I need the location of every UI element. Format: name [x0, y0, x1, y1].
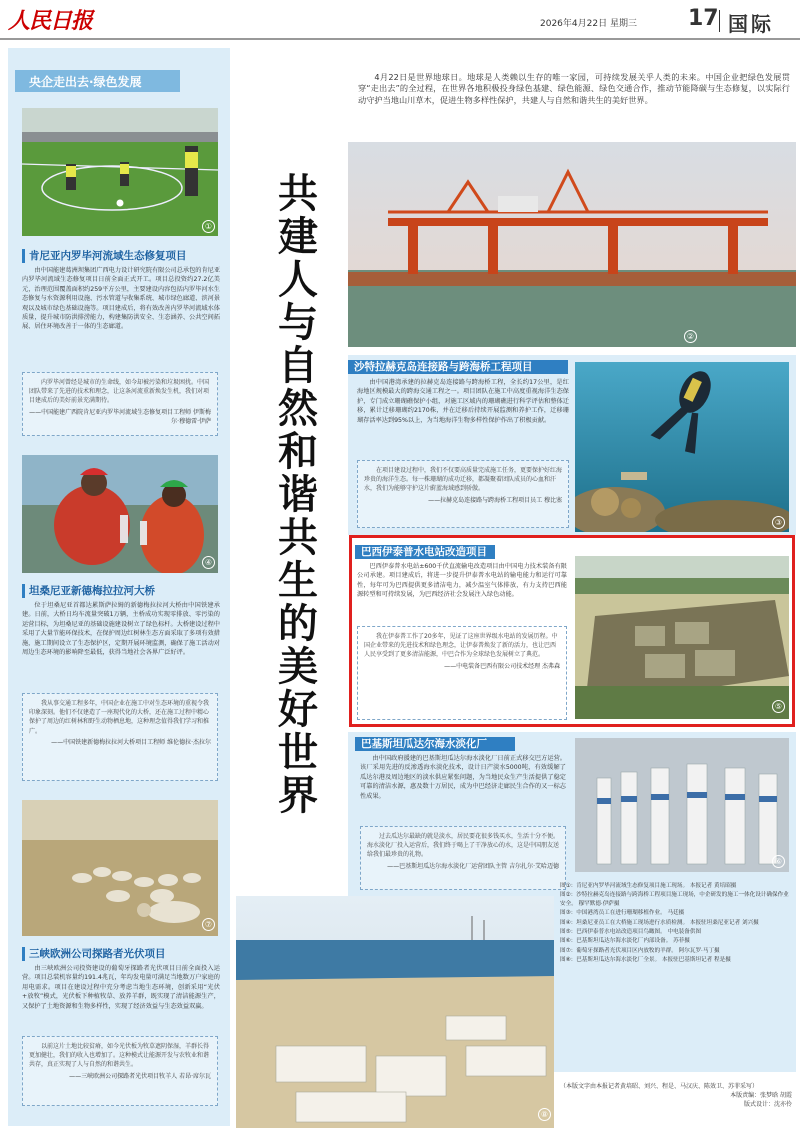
sanxia-heading: 三峡欧洲公司探路者光伏项目: [22, 947, 222, 961]
feature-title: [268, 172, 328, 817]
title-char: 和: [278, 428, 318, 475]
pakistan-quote: 过去瓜达尔最缺的就是淡水，居民要花很多钱买水，生活十分不便。海水淡化厂投入运营后，我们终于喝上了干净放心的水，这是中国朋友送给我们最珍贵的礼物。: [367, 833, 560, 859]
nigeria-heading: 肯尼亚内罗毕河流域生态修复项目: [22, 249, 222, 263]
photo-number-badge: ③: [772, 516, 785, 529]
tanzania-body: 位于坦桑尼亚首都达累斯萨拉姆的新德梅拉拉河大桥由中国铁建承建。日前，大桥日均车流量突破1万辆，主桥成功实现零排放、零污染的运营目标，为坦桑尼亚的基础设施建设树立了绿色标杆。大桥建设过程中采用了大量节能环保技术，在保护周边红树林生态方面采取了多项有效措施，施工期间设立了生态保护区，定期开展环境监测，确保了施工活动对周边生态环境的影响降至最低，获得当地社会各界广泛好评。: [22, 602, 220, 657]
footer-designer: 版式设计：沈亦伶: [743, 1101, 792, 1108]
tanzania-signature: ——中国铁建新德梅拉拉河大桥项目工程师 维伦德拉·杰拉尔: [51, 738, 211, 746]
pakistan-signature: ——巴基斯坦瓜达尔海水淡化厂运营团队主管 吉尔扎尔·艾哈迈德: [387, 862, 559, 870]
page-footer: [560, 1082, 792, 1109]
sheep-grazing-image: [22, 800, 218, 936]
photo-desalination-plant: [236, 896, 554, 1128]
photo-number-badge: ⑥: [772, 855, 785, 868]
header-divider: [719, 10, 720, 32]
pakistan-heading: 巴基斯坦瓜达尔海水淡化厂: [355, 737, 515, 751]
caption: 图①：肯尼亚内罗毕河流域生态修复项目施工现场。 本报记者 黄培昭摄: [560, 883, 737, 889]
title-char: 共: [278, 514, 318, 561]
tanzania-quote: 我从事交通工程多年，中国企业在施工中对生态环境的重视令我印象深刻。他们不仅建造了一座现代化的大桥，还在施工过程中精心保护了周边的红树林和野生动物栖息地，这种理念值得我们学习和推广。: [29, 700, 210, 735]
photo-coral-diver: [575, 362, 789, 532]
footer-editor: 本版责编：张梦晗 胡霞: [730, 1092, 792, 1099]
caption: 图④：坦桑尼亚员工在大桥施工现场进行水质检测。 本报驻坦桑尼亚记者 刘兴摄: [560, 919, 759, 926]
saudi-signature: ——拉赫克岛连接路与跨海桥工程项目员工 穆比塞: [428, 496, 562, 504]
title-char: 好: [278, 686, 318, 733]
photo-desalination-equipment: [575, 738, 789, 872]
water-sampling-image: [22, 455, 218, 573]
masthead: [0, 0, 800, 40]
photo-number-badge: ①: [202, 220, 215, 233]
pakistan-body: 由中国政府援建的巴基斯坦瓜达尔海水淡化厂日前正式移交巴方运营。该厂采用先进的反渗透海水淡化技术，设计日产淡水5000吨，有效缓解了瓜达尔港及周边地区的淡水供应紧张问题，为当地民众生产生活提供了稳定可靠的清洁水源，惠及数十万居民，成为中巴经济走廊民生合作的又一标志性成果。: [360, 755, 566, 800]
pakistan-quote-box: [360, 826, 566, 890]
caption: 图③：中国港湾员工在进行珊瑚移植作业。 马廷摄: [560, 910, 685, 917]
brazil-body: 巴西伊泰普水电站±600千伏直流输电改造项目由中国电力技术装备有限公司承建。项目建成后，将进一步提升伊泰普水电站的输电能力和运行可靠性，每年可为巴西提供更多清洁电力，减少温室气体排放，有力支持巴西能源转型和可持续发展，为巴西经济社会发展注入绿色动能。: [357, 563, 567, 599]
footer-note: （本版文字由本报记者黄培昭、刘兴、程是、马汉庆、陈效卫、苏菲采写）: [560, 1083, 759, 1090]
photo-captions: [560, 882, 792, 1082]
title-char: 美: [278, 643, 318, 690]
bridge-construction-image: [348, 142, 796, 347]
feature-intro: 4月22日是世界地球日。地球是人类赖以生存的唯一家园，可持续发展关乎人类的未来。中国企业把绿色发展贯穿“走出去”的全过程，在世界各地积极投身绿色基建、绿色能源、绿色交通合作，推动节能降碳与生态修复，以实际行动守护当地山川草木，促进生物多样性保护，共建人与自然和谐共生的美好世界。: [358, 72, 790, 105]
sanxia-signature: ——三峡欧洲公司探路者光伏项目牧羊人 若昂·席尔瓦: [69, 1072, 211, 1080]
nigeria-body: 由中国能建葛洲坝集团广西电力设计研究院有限公司总承包的肯尼亚内罗毕河流域生态修复项目日前全面正式开工。项目总投资约27.2亿美元，治理范围覆盖面积约259平方公里，主要建设内容包括内罗毕河水生态修复与水资源利用设施、污水管道与收集系统、城市绿色廊道、滨河景观以及城市绿色基础设施等。项目建成后，将有效改善内罗毕河流域水体质量，提升城市防洪排涝能力，构建集防洪安全、生态涵养、公共空间拓展、居住环境改善于一体的生态廊道。: [22, 267, 220, 331]
newspaper-logo: 人民日报: [8, 8, 93, 34]
title-char: 生: [278, 557, 318, 604]
tanzania-heading: 坦桑尼亚新德梅拉拉河大桥: [22, 584, 222, 598]
photo-football-field: [22, 108, 218, 236]
saudi-quote-box: [357, 460, 569, 528]
caption: 图⑤：巴西伊泰普水电站改造项目鸟瞰图。 中电装备供图: [560, 929, 702, 936]
title-char: 建: [278, 213, 318, 260]
sanxia-body: 由三峡欧洲公司投资建设的葡萄牙探路者光伏项目日前全面投入运营。项目总装机容量约191.4兆瓦，年均发电量可满足当地数万户家庭的用电需求。项目在建设过程中充分考虑当地生态环境，创新采用“光伏+放牧”模式，光伏板下种植牧草、放养羊群，既实现了清洁能源生产，又保护了土地资源和生物多样性，实现了经济效益与生态效益双赢。: [22, 965, 220, 1010]
photo-number-badge: ⑤: [772, 700, 785, 713]
tanzania-quote-box: [22, 693, 218, 781]
title-char: 然: [278, 385, 318, 432]
caption: 图②：沙特拉赫克岛连接路与跨海桥工程项目施工现场，中企研发的施工一体化设计确保作业安全。 穆罕默德·伊萨摄: [560, 892, 789, 907]
brazil-signature: ——中电装备巴西有限公司技术经理 杰弗森: [444, 662, 560, 670]
caption: 图⑥：巴基斯坦瓜达尔海水淡化厂内部设备。 苏菲摄: [560, 938, 690, 945]
desalination-equipment-image: [575, 738, 789, 872]
title-char: 谐: [278, 471, 318, 518]
sanxia-quote: 以前这片土地比较贫瘠，如今光伏板为牧草遮阴保湿，羊群长得更加健壮，我们的收入也增加了。这种模式让能源开发与农牧业和谐共存，真正实现了人与自然的和谐共生。: [29, 1043, 210, 1069]
photo-water-sampling: [22, 455, 218, 573]
photo-sheep-grazing: [22, 800, 218, 936]
title-char: 与: [278, 299, 318, 346]
photo-bridge-construction: [348, 142, 796, 347]
title-char: 自: [278, 342, 318, 389]
page-number: 17: [688, 6, 719, 31]
desalination-plant-image: [236, 896, 554, 1128]
title-char: 界: [278, 772, 318, 819]
feature-tab: 央企走出去·绿色发展: [15, 70, 180, 92]
saudi-body: 由中国港湾承建的拉赫克岛连接路与跨海桥工程，全长约17公里，是红海地区规模最大的跨海交通工程之一。项目团队在施工中高度重视海洋生态保护，专门成立珊瑚礁保护小组，对施工区域内的珊瑚礁进行科学评估和整体迁移，累计迁移珊瑚约2170株，并在迁移后持续开展监测和养护工作，迁移珊瑚存活率达到95%以上，为当地海洋生物多样性保护作出了积极贡献。: [357, 379, 569, 424]
saudi-quote: 在项目建设过程中，我们不仅要高质量完成施工任务，更要保护好红海珍贵的海洋生态。每一株珊瑚的成功迁移，都凝聚着团队成员的心血和汗水，我们为能够守护这片蔚蓝海域感到骄傲。: [364, 467, 563, 493]
brazil-quote: 我在伊泰普工作了20多年，见证了这座世界级水电站的发展历程。中国企业带来的先进技术和绿色理念，让伊泰普焕发了新的活力，也让巴西人民享受到了更多清洁能源，中巴合作为全球绿色发展树立了典范。: [364, 633, 558, 659]
nigeria-quote: 内罗毕河曾经是城市的生命线，如今却被污染和垃圾困扰。中国团队带来了先进的技术和理念，让这条河流重新焕发生机，我们对项目建成后的美好前景充满期待。: [29, 379, 210, 405]
issue-date: 2026年4月22日 星期三: [540, 19, 637, 29]
title-char: 人: [278, 256, 318, 303]
coral-diver-image: [575, 362, 789, 532]
caption: 图⑧：巴基斯坦瓜达尔海水淡化厂全景。 本报驻巴基斯坦记者 程是摄: [560, 957, 731, 964]
photo-number-badge: ④: [202, 556, 215, 569]
title-char: 共: [278, 170, 318, 217]
caption: 图⑦：葡萄牙探路者光伏项目区内放牧的羊群。 阿尔瓦罗·马丁摄: [560, 947, 720, 954]
nigeria-quote-box: [22, 372, 218, 436]
brazil-heading: 巴西伊泰普水电站改造项目: [355, 545, 495, 559]
saudi-heading: 沙特拉赫克岛连接路与跨海桥工程项目: [348, 360, 568, 374]
nigeria-signature: ——中国能建广西院肯尼亚内罗毕河流域生态修复项目工程师 伊斯梅尔·穆德雷·伊萨: [29, 408, 211, 425]
sanxia-quote-box: [22, 1036, 218, 1106]
title-char: 的: [278, 600, 318, 647]
title-char: 世: [278, 729, 318, 776]
brazil-highlight-frame: [349, 535, 795, 727]
photo-number-badge: ②: [684, 330, 697, 343]
football-field-image: [22, 108, 218, 236]
photo-number-badge: ⑦: [202, 918, 215, 931]
section-name: 国际: [728, 12, 774, 36]
photo-number-badge: ⑧: [538, 1108, 551, 1121]
